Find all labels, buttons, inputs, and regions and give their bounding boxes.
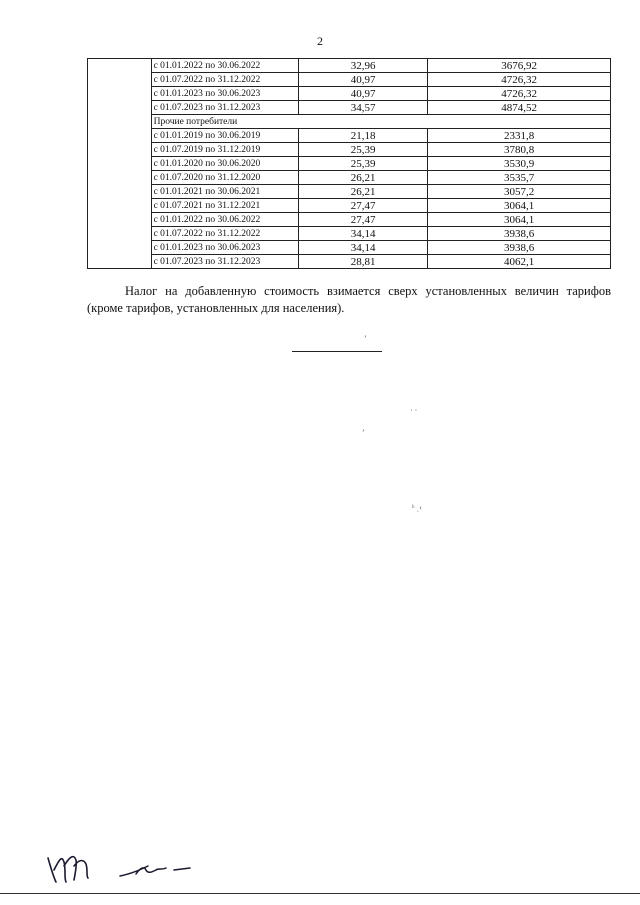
vat-note: Налог на добавленную стоимость взимается сверх установленных величин тарифов (кроме тарифов, установленных для населения). — [87, 283, 611, 315]
period-cell: с 01.07.2023 по 31.12.2023 — [151, 255, 298, 269]
period-cell: с 01.07.2019 по 31.12.2019 — [151, 143, 298, 157]
table-row — [88, 101, 611, 115]
period-cell: с 01.01.2021 по 30.06.2021 — [151, 185, 298, 199]
rate-cell: 40,97 — [299, 87, 428, 101]
rate-cell: 32,96 — [299, 59, 428, 73]
page-number: 2 — [317, 34, 323, 48]
table-row — [88, 213, 611, 227]
period-cell: с 01.07.2022 по 31.12.2022 — [151, 227, 298, 241]
table-row — [88, 255, 611, 269]
group-header-row — [88, 115, 611, 129]
period-cell: с 01.01.2022 по 30.06.2022 — [151, 59, 298, 73]
value-cell: 3530,9 — [428, 157, 611, 171]
rate-cell: 34,57 — [299, 101, 428, 115]
period-cell: с 01.07.2020 по 31.12.2020 — [151, 171, 298, 185]
value-cell: 3938,6 — [428, 241, 611, 255]
rate-cell: 27,47 — [299, 199, 428, 213]
rate-cell: 25,39 — [299, 143, 428, 157]
value-cell: 3535,7 — [428, 171, 611, 185]
handwritten-signature — [40, 848, 220, 893]
rate-cell: 26,21 — [299, 185, 428, 199]
rate-cell: 40,97 — [299, 73, 428, 87]
scan-speck: ʼ — [364, 334, 367, 343]
value-cell: 4062,1 — [428, 255, 611, 269]
table-row — [88, 241, 611, 255]
value-cell: 4726,32 — [428, 73, 611, 87]
tariff-table — [87, 58, 611, 269]
rate-cell: 26,21 — [299, 171, 428, 185]
value-cell: 3780,8 — [428, 143, 611, 157]
table-row — [88, 129, 611, 143]
table-row — [88, 87, 611, 101]
category-cell — [88, 59, 152, 269]
rate-cell: 21,18 — [299, 129, 428, 143]
rate-cell: 34,14 — [299, 241, 428, 255]
value-cell: 4726,32 — [428, 87, 611, 101]
table-row — [88, 157, 611, 171]
period-cell: с 01.01.2023 по 30.06.2023 — [151, 87, 298, 101]
value-cell: 2331,8 — [428, 129, 611, 143]
period-cell: с 01.01.2023 по 30.06.2023 — [151, 241, 298, 255]
table-row — [88, 73, 611, 87]
period-cell: с 01.07.2021 по 31.12.2021 — [151, 199, 298, 213]
table-row — [88, 171, 611, 185]
period-cell: с 01.01.2019 по 30.06.2019 — [151, 129, 298, 143]
scan-speck: ʼ — [362, 428, 365, 437]
table-row — [88, 59, 611, 73]
table-row — [88, 199, 611, 213]
scan-speck: ʰ ˌ‹ — [412, 503, 422, 512]
rate-cell: 27,47 — [299, 213, 428, 227]
period-cell: с 01.07.2022 по 31.12.2022 — [151, 73, 298, 87]
group-label: Прочие потребители — [151, 115, 610, 129]
period-cell: с 01.01.2020 по 30.06.2020 — [151, 157, 298, 171]
value-cell: 3064,1 — [428, 213, 611, 227]
separator-line — [292, 351, 382, 352]
period-cell: с 01.07.2023 по 31.12.2023 — [151, 101, 298, 115]
rate-cell: 25,39 — [299, 157, 428, 171]
value-cell: 3064,1 — [428, 199, 611, 213]
value-cell: 3676,92 — [428, 59, 611, 73]
period-cell: с 01.01.2022 по 30.06.2022 — [151, 213, 298, 227]
table-row — [88, 143, 611, 157]
table-row — [88, 227, 611, 241]
scan-speck: · · — [410, 406, 418, 415]
table-row — [88, 185, 611, 199]
value-cell: 3938,6 — [428, 227, 611, 241]
value-cell: 3057,2 — [428, 185, 611, 199]
rate-cell: 28,81 — [299, 255, 428, 269]
value-cell: 4874,52 — [428, 101, 611, 115]
bottom-rule — [0, 893, 640, 894]
rate-cell: 34,14 — [299, 227, 428, 241]
